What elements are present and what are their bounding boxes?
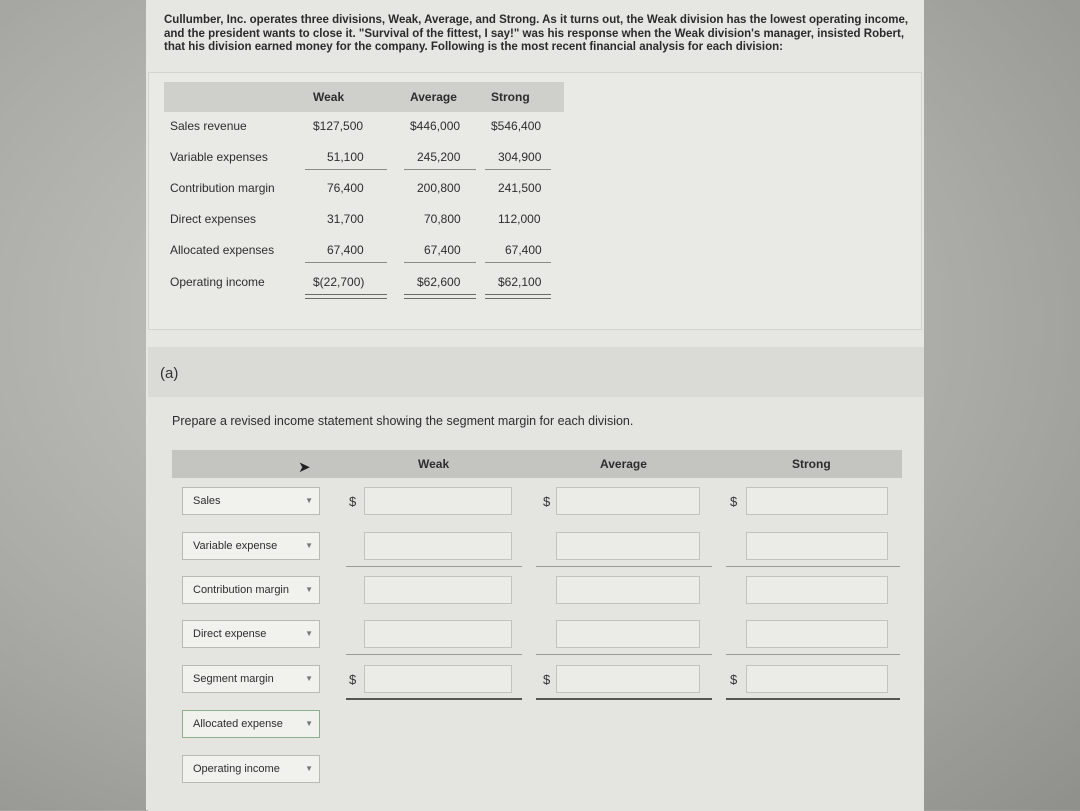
dollar-sign: $ bbox=[730, 494, 738, 509]
chevron-down-icon: ▼ bbox=[305, 585, 313, 594]
analysis-row-label: Direct expenses bbox=[170, 212, 257, 226]
subtotal-line bbox=[536, 566, 712, 567]
strong-contribution-margin-input[interactable] bbox=[746, 576, 888, 604]
strong-direct-expense-input[interactable] bbox=[746, 620, 888, 648]
row-label-select[interactable]: Operating income ▼ bbox=[182, 755, 320, 783]
weak-variable-expense-input[interactable] bbox=[364, 532, 512, 560]
double-underline bbox=[404, 294, 476, 299]
total-double-line bbox=[346, 698, 522, 700]
analysis-row-label: Variable expenses bbox=[170, 150, 268, 164]
analysis-cell: 31,700 bbox=[327, 212, 364, 226]
analysis-row-label: Contribution margin bbox=[170, 181, 275, 195]
analysis-cell: $(22,700) bbox=[313, 275, 365, 289]
row-label-select[interactable]: Allocated expense ▼ bbox=[182, 710, 320, 738]
subtotal-line bbox=[346, 566, 522, 567]
double-underline bbox=[485, 294, 551, 299]
analysis-cell: 67,400 bbox=[505, 243, 542, 257]
subtotal-line bbox=[346, 654, 522, 655]
chevron-down-icon: ▼ bbox=[305, 541, 313, 550]
row-label-select[interactable]: Contribution margin ▼ bbox=[182, 576, 320, 604]
revised-header-strong: Strong bbox=[792, 457, 831, 471]
analysis-cell: 70,800 bbox=[424, 212, 461, 226]
underline bbox=[404, 262, 476, 263]
analysis-cell: 67,400 bbox=[327, 243, 364, 257]
strong-variable-expense-input[interactable] bbox=[746, 532, 888, 560]
row-label-select[interactable]: Sales ▼ bbox=[182, 487, 320, 515]
total-double-line bbox=[536, 698, 712, 700]
revised-header-weak: Weak bbox=[418, 457, 450, 471]
weak-contribution-margin-input[interactable] bbox=[364, 576, 512, 604]
instruction-text: Prepare a revised income statement showing the segment margin for each division. bbox=[172, 414, 634, 428]
analysis-cell: $62,100 bbox=[498, 275, 542, 289]
analysis-cell: 200,800 bbox=[417, 181, 461, 195]
chevron-down-icon: ▼ bbox=[305, 496, 313, 505]
dollar-sign: $ bbox=[543, 672, 551, 687]
chevron-down-icon: ▼ bbox=[305, 629, 313, 638]
weak-sales-input[interactable] bbox=[364, 487, 512, 515]
analysis-row-label: Operating income bbox=[170, 275, 265, 289]
double-underline bbox=[305, 294, 387, 299]
analysis-row-label: Sales revenue bbox=[170, 119, 247, 133]
mouse-pointer-icon: ➤ bbox=[298, 459, 311, 476]
subtotal-line bbox=[536, 654, 712, 655]
row-label-select[interactable]: Direct expense ▼ bbox=[182, 620, 320, 648]
row-label-select[interactable]: Segment margin ▼ bbox=[182, 665, 320, 693]
problem-intro-text: Cullumber, Inc. operates three divisions, Weak, Average, and Strong. As it turns out, the Weak division has the lowest operating income, and the president wants to close it. "Survival of the fittest, I say!" was his response when the Weak division's manager, insisted Robert, that his division earned money for the company. Following is the most recent financial analysis for each division: bbox=[164, 14, 909, 53]
analysis-cell: $62,600 bbox=[417, 275, 461, 289]
underline bbox=[485, 169, 551, 170]
part-a-header bbox=[148, 347, 924, 397]
row-label-select[interactable]: Variable expense ▼ bbox=[182, 532, 320, 560]
analysis-cell: 76,400 bbox=[327, 181, 364, 195]
weak-segment-margin-input[interactable] bbox=[364, 665, 512, 693]
analysis-header-strong: Strong bbox=[491, 90, 530, 104]
underline bbox=[305, 169, 387, 170]
chevron-down-icon: ▼ bbox=[305, 674, 313, 683]
part-label: (a) bbox=[160, 365, 179, 382]
dollar-sign: $ bbox=[349, 494, 357, 509]
analysis-cell: 241,500 bbox=[498, 181, 542, 195]
average-variable-expense-input[interactable] bbox=[556, 532, 700, 560]
analysis-cell: 51,100 bbox=[327, 150, 364, 164]
analysis-cell: 112,000 bbox=[498, 212, 541, 226]
average-direct-expense-input[interactable] bbox=[556, 620, 700, 648]
strong-sales-input[interactable] bbox=[746, 487, 888, 515]
underline bbox=[305, 262, 387, 263]
analysis-cell: 245,200 bbox=[417, 150, 461, 164]
analysis-cell: $127,500 bbox=[313, 119, 364, 133]
analysis-cell: 304,900 bbox=[498, 150, 542, 164]
analysis-header-weak: Weak bbox=[313, 90, 345, 104]
chevron-down-icon: ▼ bbox=[305, 764, 313, 773]
analysis-row-label: Allocated expenses bbox=[170, 243, 275, 257]
strong-segment-margin-input[interactable] bbox=[746, 665, 888, 693]
subtotal-line bbox=[726, 654, 900, 655]
dollar-sign: $ bbox=[349, 672, 357, 687]
chevron-down-icon: ▼ bbox=[305, 719, 313, 728]
average-segment-margin-input[interactable] bbox=[556, 665, 700, 693]
dollar-sign: $ bbox=[543, 494, 551, 509]
analysis-cell: 67,400 bbox=[424, 243, 461, 257]
dollar-sign: $ bbox=[730, 672, 738, 687]
weak-direct-expense-input[interactable] bbox=[364, 620, 512, 648]
average-sales-input[interactable] bbox=[556, 487, 700, 515]
revised-header-average: Average bbox=[600, 457, 647, 471]
total-double-line bbox=[726, 698, 900, 700]
average-contribution-margin-input[interactable] bbox=[556, 576, 700, 604]
underline bbox=[485, 262, 551, 263]
analysis-header-average: Average bbox=[410, 90, 457, 104]
analysis-cell: $546,400 bbox=[491, 119, 542, 133]
underline bbox=[404, 169, 476, 170]
subtotal-line bbox=[726, 566, 900, 567]
analysis-cell: $446,000 bbox=[410, 119, 461, 133]
